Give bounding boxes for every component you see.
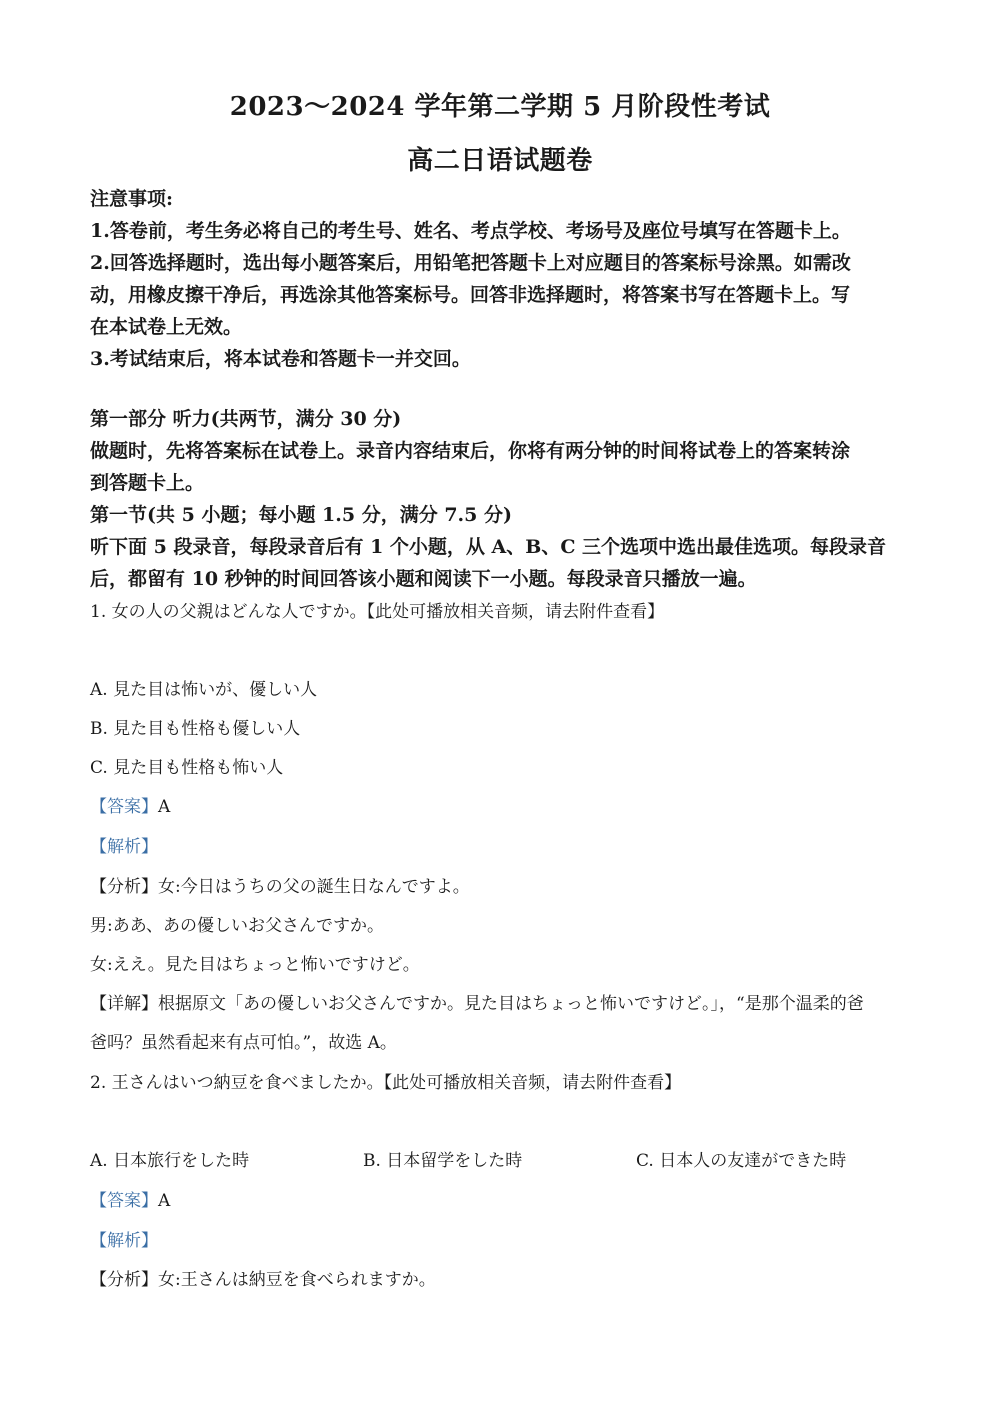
- answer-tag: 【答案】: [90, 1191, 158, 1211]
- q1-analysis-tag: 【解析】: [90, 837, 158, 857]
- notice-item-1: 1.答卷前，考生务必将自己的考生号、姓名、考点学校、考场号及座位号填写在答题卡上。: [90, 220, 851, 242]
- fenxi-text: 女:王さんは納豆を食べられますか。: [158, 1270, 436, 1290]
- notice-item-3: 3.考试结束后，将本试卷和答题卡一并交回。: [90, 348, 471, 370]
- part1-instruction-line-2: 到答题卡上。: [90, 472, 205, 494]
- fenxi-tag: 【分析】: [90, 877, 158, 897]
- detail-text: 根据原文「あの優しいお父さんですか。見た目はちょっと怖いですけど。」，“是那个温柔的爸: [158, 994, 864, 1014]
- part1-instruction-line-1: 做题时，先将答案标在试卷上。录音内容结束后，你将有两分钟的时间将试卷上的答案转涂: [90, 440, 851, 462]
- q2-answer: [90, 1186, 170, 1211]
- q1-fenxi: [90, 872, 470, 897]
- notice-item-2-line-3: 在本试卷上无效。: [90, 316, 243, 338]
- q2-analysis-tag: 【解析】: [90, 1231, 158, 1251]
- q1-dialog-female: 女:ええ。見た目はちょっと怖いですけど。: [90, 955, 420, 975]
- q2-question: 2. 王さんはいつ納豆を食べましたか。【此处可播放相关音频，请去附件查看】: [90, 1073, 682, 1093]
- q1-detail-line-2: 爸吗？虽然看起来有点可怕。”，故选 A。: [90, 1033, 397, 1053]
- detail-tag: 【详解】: [90, 994, 158, 1014]
- answer-tag: 【答案】: [90, 797, 158, 817]
- fenxi-text: 女:今日はうちの父の誕生日なんですよ。: [158, 877, 470, 897]
- answer-value: A: [158, 797, 171, 817]
- q1-option-b: B. 見た目も性格も優しい人: [90, 719, 301, 739]
- exam-title: 2023～2024 学年第二学期 5 月阶段性考试: [229, 92, 771, 122]
- q1-option-c: C. 見た目も性格も怖い人: [90, 758, 284, 778]
- q1-detail-line-1: [90, 989, 864, 1014]
- answer-value: A: [158, 1191, 171, 1211]
- section1-instruction-line-2: 后，都留有 10 秒钟的时间回答该小题和阅读下一小题。每段录音只播放一遍。: [90, 568, 757, 590]
- fenxi-tag: 【分析】: [90, 1270, 158, 1290]
- exam-subtitle: 高二日语试题卷: [407, 146, 593, 176]
- notice-item-2-line-2: 动，用橡皮擦干净后，再选涂其他答案标号。回答非选择题时，将答案书写在答题卡上。写: [90, 284, 851, 306]
- q2-option-c: C. 日本人の友達ができた時: [636, 1151, 847, 1171]
- q2-fenxi: [90, 1265, 436, 1290]
- part1-heading: 第一部分 听力(共两节，满分 30 分): [90, 408, 402, 430]
- q2-option-a: A. 日本旅行をした時: [90, 1151, 250, 1171]
- notice-heading: 注意事项:: [90, 188, 174, 210]
- section1-instruction-line-1: 听下面 5 段录音，每段录音后有 1 个小题，从 A、B、C 三个选项中选出最佳选项。每段录音: [90, 536, 887, 558]
- notice-item-2-line-1: 2.回答选择题时，选出每小题答案后，用铅笔把答题卡上对应题目的答案标号涂黑。如需改: [90, 252, 851, 274]
- q1-option-a: A. 見た目は怖いが、優しい人: [90, 680, 318, 700]
- q1-question: 1. 女の人の父親はどんな人ですか。【此处可播放相关音频，请去附件查看】: [90, 602, 665, 622]
- q2-option-b: B. 日本留学をした時: [363, 1151, 523, 1171]
- q1-answer: [90, 792, 170, 817]
- section1-heading: 第一节(共 5 小题；每小题 1.5 分，满分 7.5 分): [90, 504, 512, 526]
- q1-dialog-male: 男:ああ、あの優しいお父さんですか。: [90, 916, 385, 936]
